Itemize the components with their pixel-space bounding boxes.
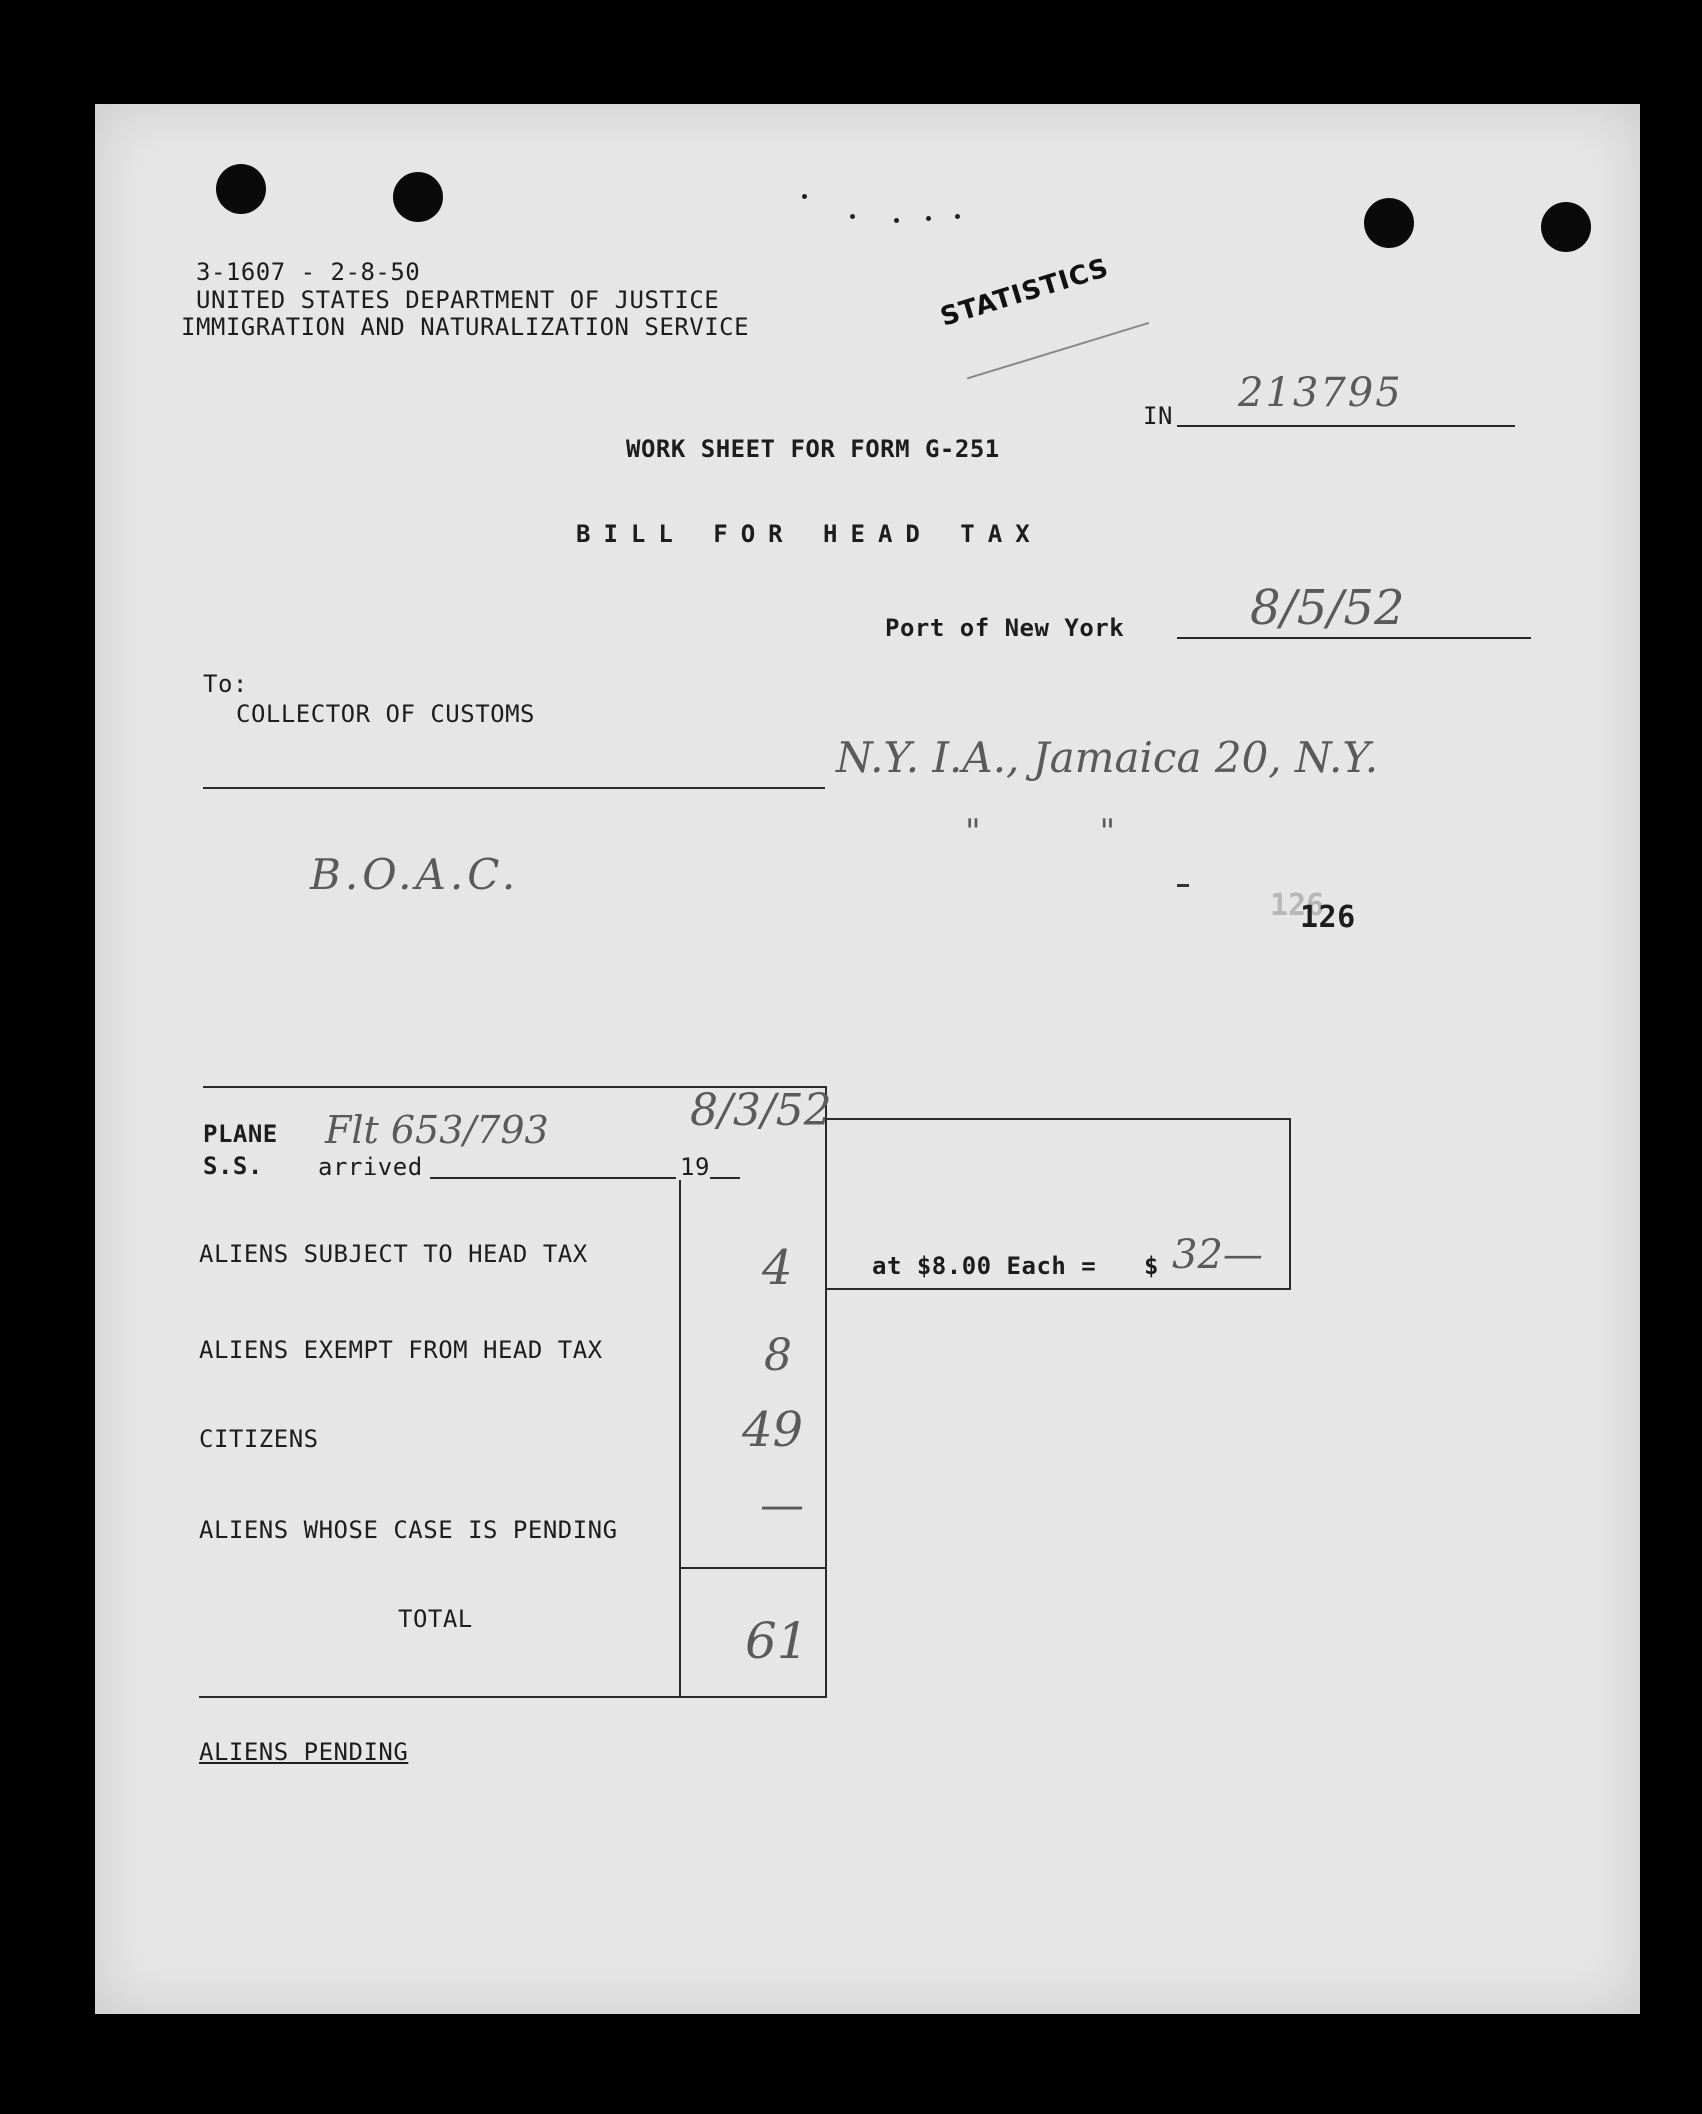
total-label: TOTAL	[398, 1605, 473, 1633]
row-label-pending: ALIENS WHOSE CASE IS PENDING	[199, 1516, 618, 1544]
row-label-citizens: CITIZENS	[199, 1425, 319, 1453]
punch-hole-4	[1541, 202, 1591, 252]
sheet-number-dash	[1177, 884, 1189, 887]
port-date-underline	[1177, 637, 1531, 639]
table-bottom-border	[199, 1696, 827, 1698]
addressee-underline	[203, 787, 825, 789]
tax-box-top	[827, 1118, 1291, 1120]
table-right-border	[825, 1086, 827, 1698]
tax-box-bottom	[827, 1288, 1291, 1290]
row-value-citizens: 49	[742, 1402, 804, 1458]
year-prefix: 19	[680, 1153, 710, 1181]
in-number: 213795	[1238, 370, 1403, 416]
punch-hole-2	[393, 172, 443, 222]
form-title: WORK SHEET FOR FORM G-251	[626, 435, 1000, 463]
to-label: To:	[203, 670, 248, 698]
arrived-label: arrived	[318, 1153, 423, 1181]
port-date: 8/5/52	[1250, 580, 1405, 636]
year-underline	[710, 1177, 740, 1179]
carrier-handwritten: B.O.A.C.	[310, 850, 520, 899]
port-label: Port of New York	[885, 614, 1125, 642]
plane-label: PLANE	[203, 1120, 278, 1148]
speck	[850, 214, 855, 219]
total-value: 61	[745, 1612, 809, 1670]
in-label: IN	[1143, 402, 1173, 430]
tax-rate-text: at $8.00 Each =	[872, 1252, 1097, 1280]
table-value-column-border	[679, 1180, 681, 1698]
form-code: 3-1607 - 2-8-50	[196, 258, 421, 286]
department-name: UNITED STATES DEPARTMENT OF JUSTICE	[196, 286, 720, 314]
row-value-pending: —	[760, 1480, 804, 1531]
arrived-underline	[430, 1177, 676, 1179]
flight-number: Flt 653/793	[325, 1108, 549, 1152]
row-label-exempt: ALIENS EXEMPT FROM HEAD TAX	[199, 1336, 603, 1364]
tax-currency: $	[1144, 1252, 1159, 1280]
ss-label: S.S.	[203, 1152, 263, 1180]
tax-amount: 32—	[1172, 1232, 1263, 1278]
punch-hole-1	[216, 164, 266, 214]
aliens-pending-label: ALIENS PENDING	[199, 1738, 409, 1766]
total-row-top-border	[679, 1567, 827, 1569]
speck	[802, 194, 807, 199]
row-label-subject: ALIENS SUBJECT TO HEAD TAX	[199, 1240, 588, 1268]
punch-hole-3	[1364, 198, 1414, 248]
service-name: IMMIGRATION AND NATURALIZATION SERVICE	[181, 313, 750, 341]
document-page	[95, 104, 1640, 2014]
in-underline	[1177, 425, 1515, 427]
arrival-date: 8/3/52	[690, 1085, 832, 1136]
statistics-stamp: STATISTICS	[937, 253, 1113, 333]
speck	[894, 218, 899, 223]
tax-box-right	[1289, 1118, 1291, 1290]
sheet-number-ghost: 126	[1270, 888, 1325, 923]
speck	[955, 214, 960, 219]
row-value-subject: 4	[762, 1240, 793, 1296]
sheet-number: 126	[1300, 900, 1356, 935]
speck	[926, 216, 931, 221]
addressee: COLLECTOR OF CUSTOMS	[236, 700, 535, 728]
form-subtitle: BILL FOR HEAD TAX	[576, 520, 1043, 548]
ditto-marks: " "	[965, 812, 1116, 852]
row-value-exempt: 8	[764, 1330, 792, 1381]
address-handwritten: N.Y. I.A., Jamaica 20, N.Y.	[836, 733, 1379, 782]
